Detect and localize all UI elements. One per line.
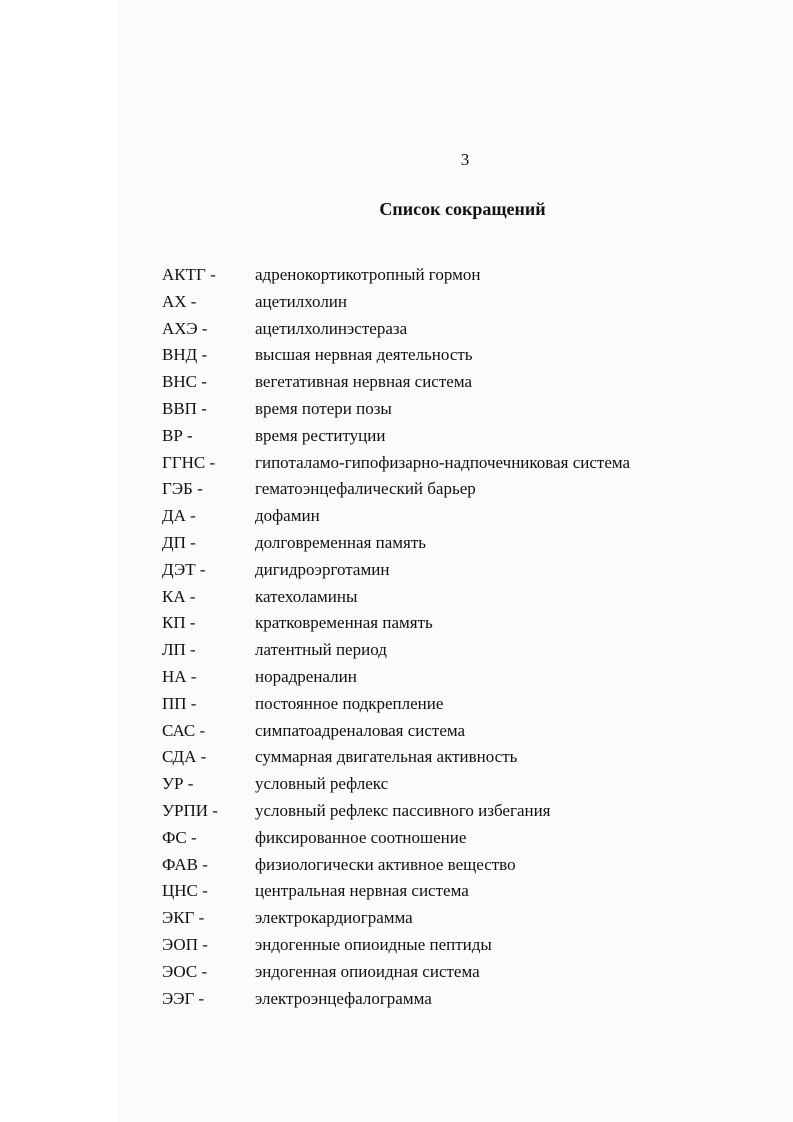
abbreviation-meaning: эндогенная опиоидная система	[255, 961, 480, 981]
abbreviation-meaning: катехоламины	[255, 586, 358, 606]
abbreviation: ПП -	[162, 693, 197, 713]
abbreviation-meaning: суммарная двигательная активность	[255, 747, 518, 767]
abbreviation: ВВП -	[162, 398, 207, 418]
abbreviation: УРПИ -	[162, 800, 218, 820]
abbreviation: ВНД -	[162, 345, 208, 365]
abbreviation-meaning: латентный период	[255, 640, 387, 660]
abbreviation: САС -	[162, 720, 206, 740]
abbreviation: ЛП -	[162, 640, 196, 660]
page-title: Список сокращений	[379, 199, 546, 219]
abbreviation-meaning: норадреналин	[255, 666, 357, 686]
abbreviation: УР -	[162, 774, 194, 794]
abbreviation: ГГНС -	[162, 452, 216, 472]
abbreviation-meaning: вегетативная нервная система	[255, 372, 473, 392]
abbreviation-meaning: высшая нервная деятельность	[255, 345, 473, 365]
abbreviation-meaning: адренокортикотропный гормон	[255, 265, 481, 284]
abbreviation-meaning: симпатоадреналовая система	[255, 720, 466, 740]
abbreviation-meaning: фиксированное соотношение	[255, 827, 467, 847]
abbreviation: ФС -	[162, 827, 197, 847]
abbreviation: АКТГ -	[162, 265, 216, 284]
abbreviation: ДП -	[162, 532, 196, 552]
abbreviation-meaning: время реституции	[255, 425, 386, 445]
abbreviation: ЭОП -	[162, 934, 208, 954]
abbreviation-meaning: гематоэнцефалический барьер	[255, 479, 476, 499]
abbreviation: АХЭ -	[162, 318, 208, 338]
abbreviation-meaning: ацетилхолин	[255, 291, 348, 311]
abbreviation: ДЭТ -	[162, 559, 206, 579]
abbreviation-meaning: условный рефлекс пассивного избегания	[255, 800, 551, 820]
abbreviation: ФАВ -	[162, 854, 208, 874]
abbreviation: АХ -	[162, 291, 197, 311]
abbreviation-meaning: кратковременная память	[255, 613, 433, 633]
abbreviation-meaning: дофамин	[255, 506, 320, 526]
abbreviation-meaning: постоянное подкрепление	[255, 693, 444, 713]
abbreviation: ЭОС -	[162, 961, 208, 981]
page-number: 3	[460, 150, 470, 169]
abbreviation-meaning: электроэнцефалограмма	[255, 988, 432, 1008]
abbreviation: ГЭБ -	[162, 479, 203, 499]
abbreviation: ЭЭГ -	[162, 988, 205, 1008]
abbreviation: ЦНС -	[162, 881, 208, 901]
abbreviation: ВР -	[162, 425, 193, 445]
abbreviation: КП -	[162, 613, 196, 633]
abbreviation-meaning: дигидроэрготамин	[255, 559, 390, 579]
abbreviation-meaning: электрокардиограмма	[255, 908, 413, 928]
abbreviation: ВНС -	[162, 372, 207, 392]
abbreviation: ЭКГ -	[162, 908, 205, 928]
abbreviation-meaning: гипоталамо-гипофизарно-надпочечниковая система	[255, 452, 631, 472]
abbreviation-meaning: эндогенные опиоидные пептиды	[255, 934, 492, 954]
abbreviation: КА -	[162, 586, 196, 606]
abbreviation: СДА -	[162, 747, 207, 767]
abbreviation: ДА -	[162, 506, 196, 526]
abbreviation-meaning: условный рефлекс	[255, 774, 389, 794]
abbreviation-meaning: время потери позы	[255, 398, 392, 418]
abbreviation: НА -	[162, 666, 197, 686]
abbreviation-meaning: ацетилхолинэстераза	[255, 318, 408, 338]
abbreviation-meaning: центральная нервная система	[255, 881, 469, 901]
abbreviation-meaning: физиологически активное вещество	[255, 854, 516, 874]
abbreviation-meaning: долговременная память	[255, 532, 427, 552]
